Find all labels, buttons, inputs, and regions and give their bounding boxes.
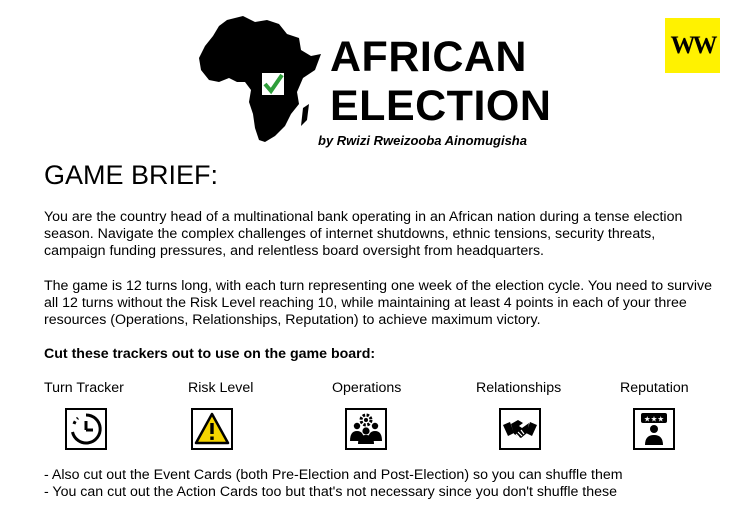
trackers-heading: Cut these trackers out to use on the game board: bbox=[44, 346, 376, 362]
svg-text:★★★: ★★★ bbox=[643, 414, 665, 424]
operations-label: Operations bbox=[332, 380, 402, 396]
title-line-1: AFRICAN bbox=[330, 33, 527, 81]
handshake-icon bbox=[499, 408, 541, 450]
risk-level-label: Risk Level bbox=[188, 380, 254, 396]
clock-icon bbox=[65, 408, 107, 450]
logo-text: WW bbox=[670, 31, 715, 59]
title-line-2: ELECTION bbox=[330, 82, 552, 130]
africa-map-icon bbox=[195, 12, 325, 152]
note-action-cards: - You can cut out the Action Cards too but that's not necessary since you don't shuffle these bbox=[44, 484, 618, 500]
game-brief-heading: GAME BRIEF: bbox=[44, 160, 219, 190]
warning-icon bbox=[191, 408, 233, 450]
team-gear-icon bbox=[345, 408, 387, 450]
byline: by Rwizi Rweizooba Ainomugisha bbox=[318, 133, 527, 148]
brief-paragraph-1: You are the country head of a multinational bank operating in an African nation during a tense election season. Navigate the complex challenges of internet shutdowns, ethnic tensions, security threats, campaign funding pressures, and relentless board oversight from headquarters. bbox=[44, 209, 683, 259]
ww-logo bbox=[665, 18, 720, 73]
brief-paragraph-2: The game is 12 turns long, with each turn representing one week of the election cycle. You need to survive all 12 turns without the Risk Level reaching 10, while maintaining at least 4 points in each of your three resources (Operations, Relationships, Reputation) to achieve maximum victory. bbox=[44, 278, 713, 328]
turn-tracker-label: Turn Tracker bbox=[44, 380, 124, 396]
rating-icon bbox=[633, 408, 675, 450]
note-event-cards: - Also cut out the Event Cards (both Pre-Election and Post-Election) so you can shuffle them bbox=[44, 467, 623, 483]
reputation-label: Reputation bbox=[620, 380, 689, 396]
relationships-label: Relationships bbox=[476, 380, 562, 396]
